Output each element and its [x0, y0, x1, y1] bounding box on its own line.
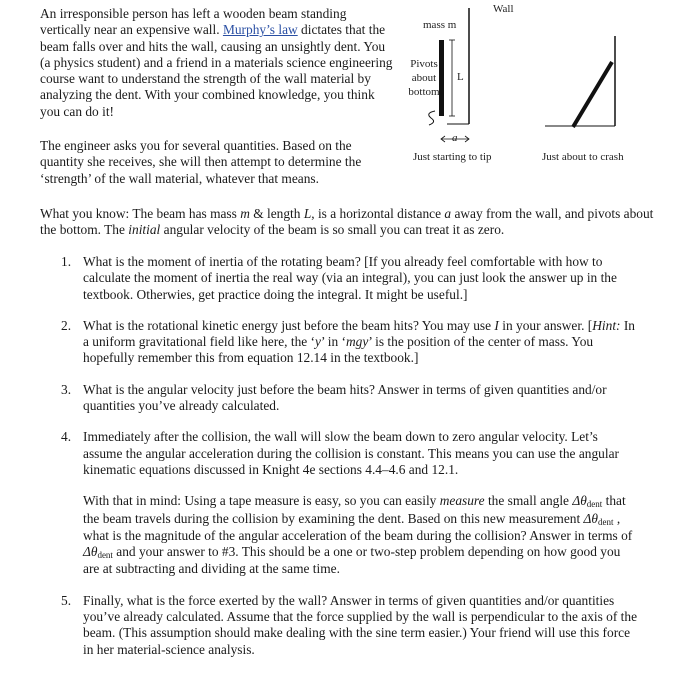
murphys-law-link[interactable]: Murphy’s law — [222, 22, 298, 38]
what-you-know: What you know: The beam has mass m & length L, is a horizontal distance a away from the wall, and pivots about the bottom. The initial angular velocity of the beam is so small you can treat it as zero. — [40, 206, 654, 238]
intro-paragraph-1: An irresponsible person has left a wooden beam standing vertically near an expensive wall. Murphy’s law dictates that the beam falls over and hits the wall, causing an unsightly dent. You (a physics student) and a friend in a materials science engineering course want to understand the strength of the wall material by analyzing the dent. With your combined knowledge, you think you can do it! — [40, 6, 393, 119]
question-3: 3. What is the angular velocity just before the beam hits? Answer in terms of given quantities and/or quantities you’ve already calculated. — [61, 381, 607, 414]
tipped-beam — [573, 62, 612, 127]
question-5: 5. Finally, what is the force exerted by the wall? Answer in terms of given quantities and/or quantities you’ve already calculated. Assume that the force supplied by the wall is perpendicular to the axis of the beam. (This assumption should make dealing with the sine term easier.) Your friend will use this force in her material-science analysis. — [61, 592, 638, 657]
intro-paragraph-2: The engineer asks you for several quantities. Based on the quantity she receives, she will then attempt to determine the ‘strength’ of the wall material, whatever that means. — [40, 138, 362, 186]
wall-label: Wall — [493, 3, 514, 15]
pivot-arrow — [429, 111, 435, 125]
intro-text — [40, 6, 398, 187]
mass-label: mass m — [423, 19, 457, 31]
caption-right: Just about to crash — [542, 151, 624, 163]
question-4: 4. Immediately after the collision, the wall will slow the beam down to zero angular velocity. Let’s assume the angular acceleration during the collision is constant. This means you can use the angular kinematic equations discussed in Knight 4e sections 4.4–4.6 and 12.1. With that in mind: Using a tape measure is easy, so you can easily measure the small angle Δθdent that the beam travels during the collision by examining the dent. Based on this new measurement Δθdent , what is the magnitude of the angular acceleration of the beam during the collision? Answer in terms of Δθdent and your answer to #3. This should be a one or two-step problem depending on how good you are at subtracting and dividing at the same time. — [61, 429, 633, 577]
question-list — [40, 254, 640, 673]
caption-left: Just starting to tip — [413, 151, 492, 163]
pivots-label: Pivots about bottom — [408, 58, 440, 98]
question-2: 2. What is the rotational kinetic energy just before the beam hits? You may use I in your answer. [Hint: In a uniform gravitational field like here, the ‘y’ in ‘mgy’ is the position of the center of mass. You hopefully remember this from equation 12.14 in the textbook.] — [61, 317, 636, 366]
distance-label: a — [452, 132, 458, 144]
question-1: 1. What is the moment of inertia of the rotating beam? [If you already feel comfortable with how to calculate the moment of inertia the real way (via an integral), you can just look the answer up in the textbook. Otherwies, get practice doing the integral. It might be useful.] — [61, 254, 617, 302]
beam-figure — [395, 0, 695, 170]
length-label: L — [457, 71, 464, 83]
